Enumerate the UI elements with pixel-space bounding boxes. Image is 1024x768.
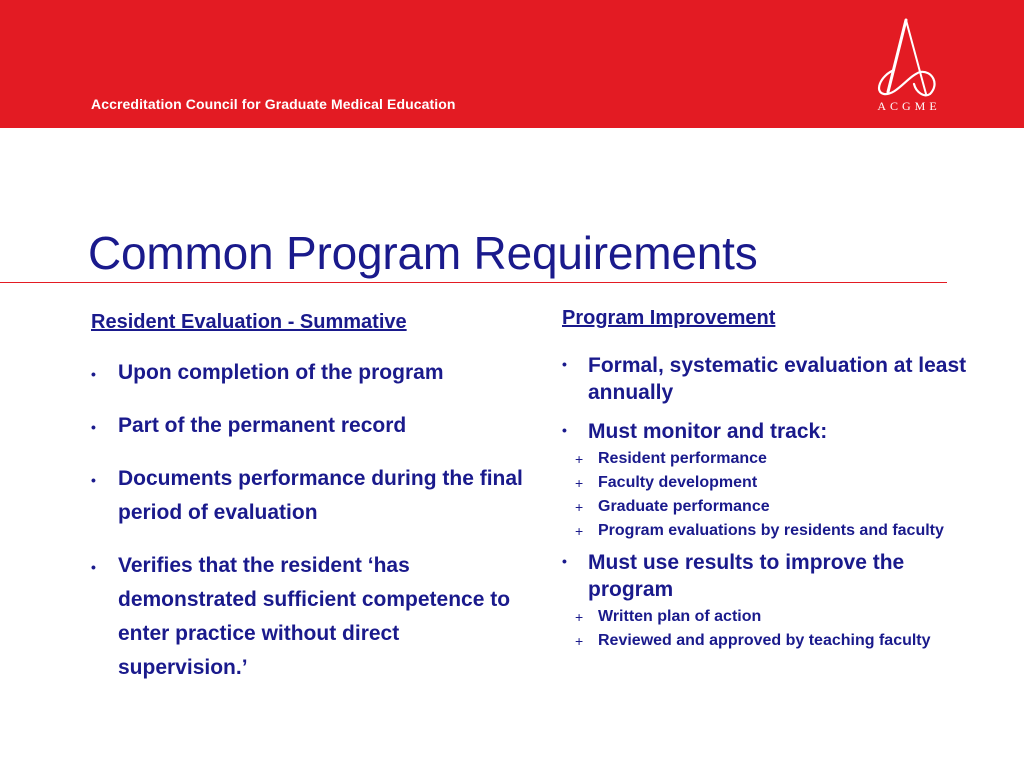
list-item: [562, 549, 982, 651]
slide-title: Common Program Requirements: [88, 227, 758, 279]
plus-icon: +: [575, 475, 584, 491]
sub-list-item-text: Resident performance: [598, 450, 767, 467]
sub-list-item: [562, 449, 982, 469]
left-bullet-list: [91, 356, 531, 685]
bullet-dot-icon: •: [91, 366, 96, 382]
plus-icon: +: [575, 523, 584, 539]
organization-name: Accreditation Council for Graduate Medical Education: [91, 96, 456, 112]
logo-wordmark: ACGME: [877, 99, 941, 113]
list-item-text: Verifies that the resident ‘has demonstrated sufficient competence to enter practice without direct supervision.’: [118, 554, 511, 679]
bullet-dot-icon: •: [91, 419, 96, 435]
sub-list-item: [562, 473, 982, 493]
sub-list-item-text: Program evaluations by residents and faculty: [598, 522, 944, 539]
list-item: [562, 352, 982, 406]
title-divider: [0, 282, 947, 283]
sub-list-item: [562, 607, 982, 627]
bullet-dot-icon: •: [562, 422, 567, 438]
list-item: [91, 549, 531, 685]
bullet-dot-icon: •: [562, 553, 567, 569]
bullet-dot-icon: •: [91, 559, 96, 575]
list-item-text: Upon completion of the program: [118, 361, 444, 384]
sub-list-item-text: Written plan of action: [598, 608, 762, 625]
list-item-text: Formal, systematic evaluation at least annually: [588, 354, 967, 404]
list-item-text: Documents performance during the final period of evaluation: [118, 467, 523, 524]
list-item: [562, 418, 982, 541]
list-item-text: Part of the permanent record: [118, 414, 407, 437]
right-bullet-list: [562, 352, 982, 651]
bullet-dot-icon: •: [91, 472, 96, 488]
sub-bullet-list: [575, 449, 982, 541]
left-column: [91, 308, 531, 704]
sub-list-item: [562, 631, 982, 651]
list-item: [91, 409, 531, 443]
sub-list-item-text: Reviewed and approved by teaching faculty: [598, 632, 931, 649]
sub-list-item: [562, 497, 982, 517]
right-column-heading: Program Improvement: [562, 307, 776, 329]
list-item: [91, 462, 531, 530]
sub-list-item-text: Graduate performance: [598, 498, 770, 515]
plus-icon: +: [575, 633, 584, 649]
plus-icon: +: [575, 499, 584, 515]
sub-bullet-list: [575, 607, 982, 651]
left-column-heading: Resident Evaluation - Summative: [91, 311, 407, 333]
sub-list-item-text: Faculty development: [598, 474, 758, 491]
list-item-text: Must use results to improve the program: [588, 551, 905, 601]
bullet-dot-icon: •: [562, 356, 567, 372]
list-item-text: Must monitor and track:: [588, 420, 828, 443]
right-column: [562, 304, 982, 659]
sub-list-item: [562, 521, 982, 541]
header-banner: [0, 0, 1024, 128]
plus-icon: +: [575, 451, 584, 467]
plus-icon: +: [575, 609, 584, 625]
list-item: [91, 356, 531, 390]
